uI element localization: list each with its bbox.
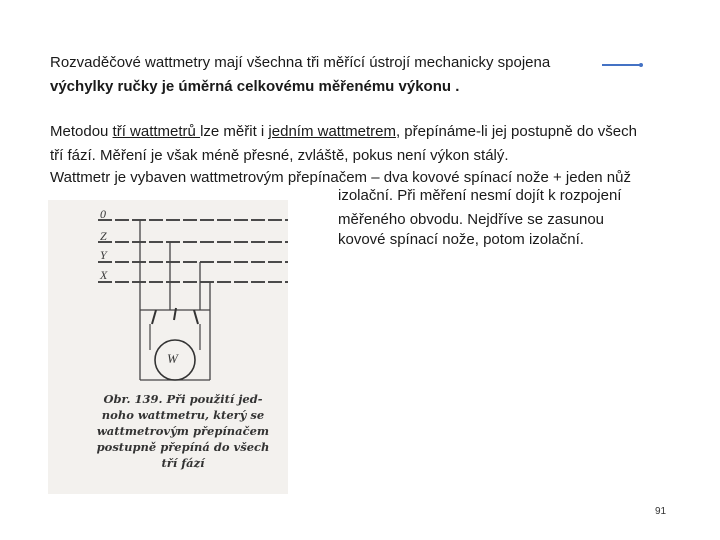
- label-phase-z: Z: [100, 229, 107, 243]
- paragraph2-line3: Wattmetr je vybaven wattmetrovým přepínačem – dva kovové spínací nože + jeden nůž: [50, 169, 631, 186]
- underlined-term-three-wattmeters: tří wattmetrů: [112, 123, 201, 140]
- underlined-term-one-wattmeter: jedním wattmetrem: [268, 123, 396, 140]
- text-span: lze měřit i: [200, 123, 269, 140]
- paragraph2-line6: kovové spínací nože, potom izolační.: [338, 231, 584, 248]
- paragraph2-line1: [50, 122, 637, 142]
- paragraph2-line2: tří fází. Měření je však méně přesné, zvláště, pokus není výkon stálý.: [50, 147, 509, 164]
- text-span: Metodou: [50, 123, 113, 140]
- label-phase-y: Y: [100, 248, 107, 262]
- label-phase-0: 0: [100, 207, 106, 221]
- figure-caption-line2: noho wattmetru, který se: [101, 408, 265, 422]
- circuit-figure: [48, 200, 288, 494]
- label-phase-x: X: [100, 268, 108, 282]
- paragraph1-line2: výchylky ručky je úměrná celkovému měřenému výkonu .: [50, 78, 460, 95]
- page-number: 91: [655, 506, 667, 517]
- paragraph2-line4: izolační. Při měření nesmí dojít k rozpojení: [338, 187, 622, 204]
- paragraph1-line1: Rozvaděčové wattmetry mají všechna tři měřící ústrojí mechanicky spojena: [50, 54, 551, 71]
- paragraph2-line5: měřeného obvodu. Nejdříve se zasunou: [338, 211, 605, 228]
- figure-caption-line3: wattmetrovým přepínačem: [96, 424, 270, 438]
- wattmeter-label: W: [167, 351, 178, 366]
- arrow-right-icon: [600, 60, 646, 70]
- figure-caption-line1: Obr. 139. Při použití jed-: [103, 392, 263, 406]
- figure-caption-line5: tří fází: [161, 456, 205, 470]
- text-span: , přepínáme-li jej postupně do všech: [395, 123, 637, 140]
- figure-caption-line4: postupně přepíná do všech: [96, 440, 270, 454]
